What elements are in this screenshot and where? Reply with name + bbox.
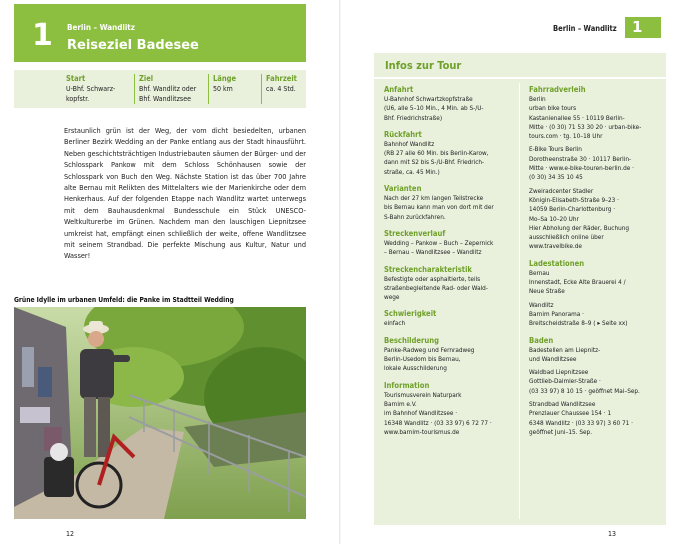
fact-start	[66, 74, 115, 104]
info-section-signage	[384, 336, 516, 374]
info-column-right	[529, 85, 661, 444]
section-heading: Fahrradverleih	[529, 85, 586, 94]
section-heading: Streckencharakteristik	[384, 264, 472, 274]
fact-duration	[266, 74, 297, 94]
section-text: Befestigte oder asphaltierte, teils straßenbegleitende Rad- oder Wald- wege	[384, 274, 488, 302]
photo-caption: Grüne Idylle im urbanen Umfeld: die Panke im Stadtteil Wedding	[14, 296, 234, 304]
tour-info-box	[374, 53, 666, 525]
running-tour-number: 1	[625, 17, 661, 38]
intro-paragraph: Erstaunlich grün ist der Weg, der vom dicht besiedelten, urbanen Berliner Bezirk Wedding an der Panke entlang aus der Stadt hinausführt. Neben geschichtsträchtigen Industriebauten säumen der Bürger- und der Schlosspark Pankow mit dem Schloss Schönhausen sowie der Schlosspark von Buch den Weg. Nächste Station ist das über 700 Jahre alte Bernau mit Relikten des Mittelalters wie der Marienkirche oder dem Henkerhaus. Auf der folgenden Etappe nach Wandlitz wartet unterwegs mit dem Bauhausdenkmal Bundesschule ein Stück UNESCO-Weltkulturerbe im Grünen. Nachdem man den lauschigen Liepnitzsee umkreist hat, empfängt einen schließlich der weite, offene Wandlitzsee mit seinem Strandbad. Die perfekte Mischung aus Kultur, Natur und Wasser!	[64, 126, 306, 261]
info-section-swimming	[529, 336, 661, 438]
fact-label: Start	[66, 74, 86, 83]
fact-divider	[134, 74, 135, 104]
fact-label: Fahrzeit	[266, 74, 297, 83]
tour-region: Berlin – Wandlitz	[67, 23, 135, 32]
section-text: Bahnhof Wandlitz (RB 27 alle 60 Min. bis Berlin-Karow, dann mit S2 bis S-/U-Bhf. Friedrich- straße, ca. 45 Min.)	[384, 139, 489, 176]
cyclist-photo	[14, 307, 306, 519]
section-heading: Schwierigkeit	[384, 309, 437, 319]
info-section-route	[384, 229, 516, 258]
info-section-information	[384, 381, 516, 437]
fact-value: Bhf. Wandlitz oder Bhf. Wandlitzsee	[139, 85, 197, 103]
section-heading: Ladestationen	[529, 258, 585, 268]
info-section-difficulty	[384, 309, 516, 328]
fact-value: U-Bhf. Schwarz- kopfstr.	[66, 85, 116, 103]
section-text: Badestellen am Liepnitz- und Wandlitzsee	[529, 345, 601, 363]
info-section-charging	[529, 259, 661, 329]
fact-value: 50 km	[213, 85, 233, 93]
right-page	[340, 0, 680, 544]
info-section-bike-rental	[529, 85, 661, 252]
info-section-characteristics	[384, 265, 516, 303]
fact-destination	[139, 74, 196, 104]
section-text: Tourismusverein Naturpark Barnim e.V. im Bahnhof Wandlitzsee · 16348 Wandlitz · (03 33 97) 6 72 77 · www.barnim-tourismus.de	[384, 390, 492, 436]
section-text: Zweiradcenter Stadler Königin-Elisabeth-Straße 9–23 · 14059 Berlin-Charlottenburg · Mo–Sa 10–20 Uhr Hier Abholung der Räder, Buchung ausschließlich online über www.travelbike.de	[529, 186, 630, 251]
running-head: Berlin – Wandlitz	[553, 24, 617, 33]
section-text: U-Bahnhof Schwartzkopfstraße (U6, alle 5–10 Min., 4 Min. ab S-/U- Bhf. Friedrichstraße)	[384, 95, 484, 122]
section-text: Berlin urban bike tours Kastanienallee 55 · 10119 Berlin- Mitte · (0 30) 71 53 30 20 · urban-bike- tours.com · tg. 10–18 Uhr	[529, 95, 642, 141]
section-text: E-Bike Tours Berlin Dorotheenstraße 30 · 10117 Berlin- Mitte · www.e-bike-touren-berlin.de · (0 30) 34 35 10 45	[529, 145, 634, 182]
info-column-left	[384, 85, 516, 444]
section-text: Wandlitz Barnim Panorama · Breitscheidstraße 8–9 ( ▸ Seite xx)	[529, 300, 628, 328]
section-text: Bernau Innenstadt, Ecke Alte Brauerei 4 / Neue Straße	[529, 268, 626, 296]
page-number-right: 13	[608, 530, 617, 538]
info-title-rule	[374, 77, 666, 79]
chapter-header	[14, 4, 306, 62]
page-number-left: 12	[66, 530, 75, 538]
tour-facts	[14, 70, 306, 108]
tour-title: Reiseziel Badesee	[67, 38, 199, 53]
section-heading: Information	[384, 380, 430, 390]
section-heading: Rückfahrt	[384, 129, 422, 139]
fact-value: ca. 4 Std.	[266, 85, 296, 93]
section-text: Nach der 27 km langen Teilstrecke bis Bernau kann man von dort mit der S-Bahn zurückfahren.	[384, 194, 494, 221]
info-section-return	[384, 130, 516, 177]
fact-divider	[261, 74, 262, 104]
section-heading: Streckenverlauf	[384, 228, 446, 238]
tour-number: 1	[32, 18, 53, 53]
section-text: Wedding – Pankow – Buch – Zepernick – Bernau – Wandlitzsee – Wandlitz	[384, 238, 494, 257]
fact-divider	[208, 74, 209, 104]
section-heading: Baden	[529, 335, 554, 345]
info-box-title: Infos zur Tour	[385, 59, 462, 72]
section-text: Strandbad Wandlitzsee Prenzlauer Chaussee 154 · 1 6348 Wandlitz · (03 33 97) 3 60 71 · geöffnet Juni–15. Sep.	[529, 400, 633, 436]
section-text: einfach	[384, 319, 406, 328]
section-heading: Beschilderung	[384, 335, 440, 345]
info-section-variants	[384, 184, 516, 222]
section-text: Waldbad Liepnitzsee Gottlieb-Daimler-Straße · (03 33 97) 8 10 15 · geöffnet Mai–Sep.	[529, 368, 640, 395]
fact-label: Ziel	[139, 74, 154, 83]
section-text: Panke-Radweg und Fernradweg Berlin-Usedom bis Bernau, lokale Ausschilderung	[384, 345, 475, 373]
fact-label: Länge	[213, 74, 237, 83]
info-section-arrival	[384, 85, 516, 123]
fact-length	[213, 74, 236, 94]
section-heading: Anfahrt	[384, 85, 414, 94]
column-divider	[519, 83, 520, 519]
section-heading: Varianten	[384, 184, 422, 194]
